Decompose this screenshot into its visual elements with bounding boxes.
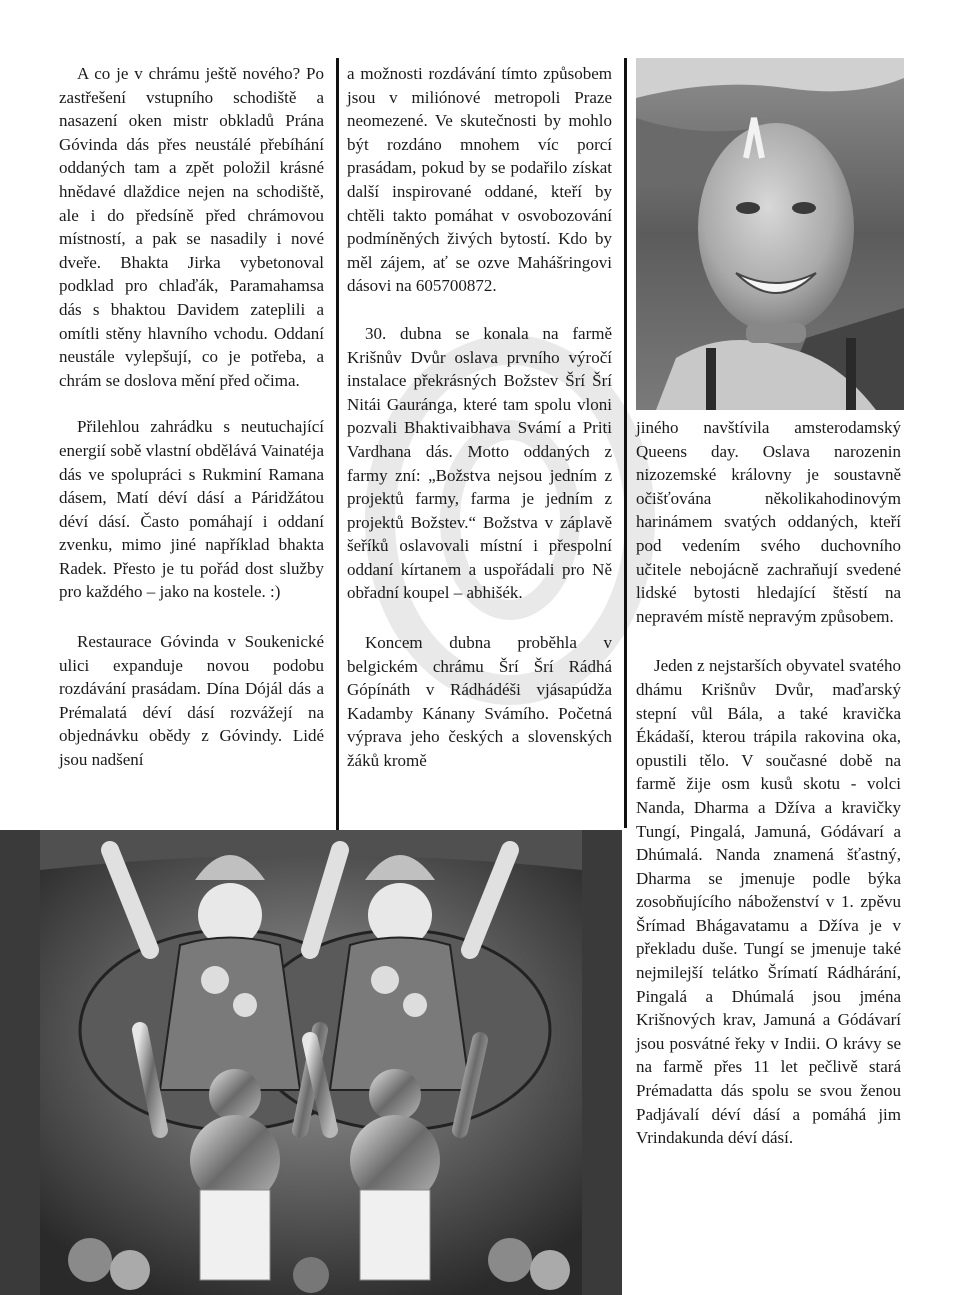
paragraph-farm-celebration: 30. dubna se konala na farmě Krišnův Dvůr oslava prvního výročí instalace překrásných Božstev Šrí Šrí Nitái Gauránga, které tam spolu vloni pozvali Bhaktivaibhava Svámí a Priti Vardhana dás. Motto oddaných z farmy zní: „Božstva nejsou jedním z projektů farmy, farma je jedním z projektů Božstev.“ Božstva v záplavě šeříků oslavovali místní i přespolní oddaní kírtanem a uspořádali pro Ně obřadní koupel – abhišék. xyxy=(347,323,612,603)
column-divider-right xyxy=(624,58,627,828)
column-3 xyxy=(636,416,901,1150)
paragraph-farm-animals: Jeden z nejstarších obyvatel svatého dhámu Krišnův Dvůr, maďarský stepní vůl Bála, a také kravička Ékádaší, kterou trápila rakovina oka, opustili tělo. V současné době na farmě žije osm kusů skotu - volci Nanda, Dharma a Džíva a kravičky Tungí, Pingalá, Jamuná, Gódávarí a Dhúmalá. Nanda znamená šťastný, Dharma se jmenuje podle býka zosobňujícího náboženství v 1. zpěvu Šrímad Bhágavatamu a Džíva je v překladu duše. Tungí se jmenuje také nejmilejší telátko Šrímatí Rádhárání, Pingalá a Dhúmalá jsou jména Krišnových krav, Jamuná a Gódávarí jsou posvátné řeky v Indii. O krávy se na farmě přes 11 let pečlivě stará Prémadatta dás spolu se svou ženou Padjávalí déví dásí a pomáhá jim Vrindakunda déví dásí. xyxy=(636,656,901,1148)
deities-photo xyxy=(0,830,622,1295)
paragraph-garden: Přilehlou zahrádku s neutuchající energií sobě vlastní obdělává Vainatéja dás ve spolupráci s Rukminí Ramana dásem, Matí déví dásí a Páridžátou déví dásí. Často pomáhají i oddaní zvenku, mimo jiné například bhakta Radek. Přesto je tu pořád dost služby pro každého – jako na kostele. :) xyxy=(59,417,324,602)
portrait-photo xyxy=(636,58,904,410)
column-divider-left xyxy=(336,58,339,830)
paragraph-temple-news: A co je v chrámu ještě nového? Po zastřešení vstupního schodiště a nasazení oken mistr obkladů Prána Góvinda dás přes neustálé přebíhání oddaných tam a zpět položil krásné hnědavé dlaždice nejen na schodiště, ale i do předsíně před chrámovou místností, a pak se nasadily i nové dveře. Bhakta Jirka vybetonoval podklad pro chlaďák, Paramahamsa dás s bhaktou Davidem zateplili a omítli stěny hlavního vchodu. Oddaní neustále vylepšují, co je potřeba, a chrám se doslova mění před očima. xyxy=(59,64,324,390)
column-1 xyxy=(59,62,324,772)
paragraph-belgium: Koncem dubna proběhla v belgickém chrámu Šrí Šrí Rádhá Gópínáth v Rádhádéši vjásapúdža Kadamby Kánany Svámího. Početná výprava jeho českých a slovenských žáků kromě xyxy=(347,633,612,771)
paragraph-prasadam: a možnosti rozdávání tímto způsobem jsou v miliónové metropoli Praze neomezené. Ve skutečnosti by mohlo být rozdáno mnohem víc porcí prasádam, pokud by se podařilo získat další inspirované oddané, kteří by chtěli takto pomáhat v osvobozování podmíněných živých bytostí. Kdo by měl zájem, ať se ozve Mahášringovi dásovi na 605700872. xyxy=(347,64,612,296)
paragraph-queens-day: jiného navštívila amsterodamský Queens day. Oslava narozenin nizozemské královny je soustavně očišťována několikahodinovým harinámem svatých oddaných, kteří pod vedením svého duchovního učitele nebojácně zachraňují svedené lidské bytosti hledající štěstí na nepravém místě nepravým způsobem. xyxy=(636,418,901,626)
column-2 xyxy=(347,62,612,773)
paragraph-restaurant: Restaurace Góvinda v Soukenické ulici expanduje novou podobu rozdávání prasádam. Dína Dójál dás a Prémalatá déví dásí rozvážejí na objednávku obědy z Góvindy. Lidé jsou nadšení xyxy=(59,632,324,770)
